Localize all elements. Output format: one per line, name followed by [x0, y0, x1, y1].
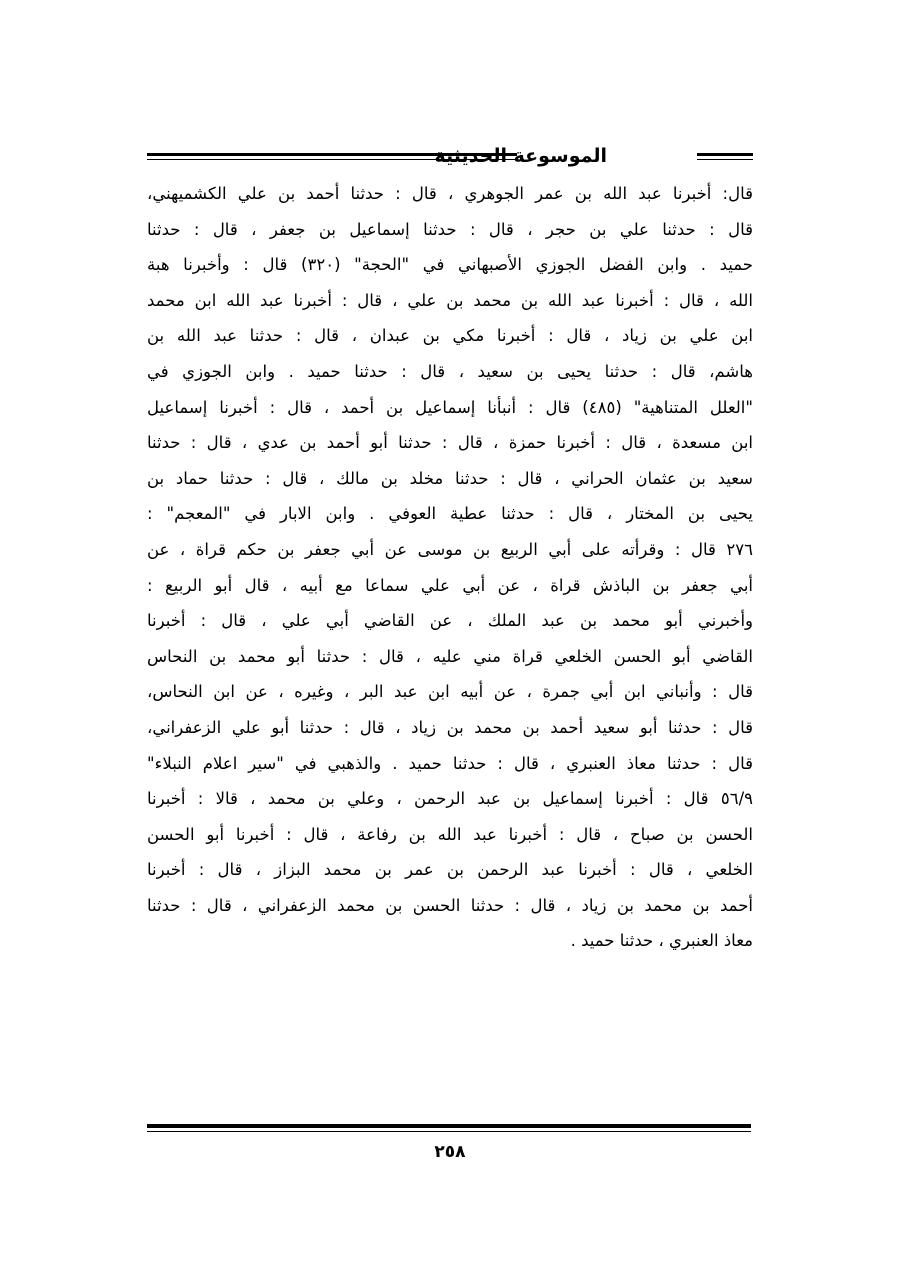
page-number: ٢٥٨ [434, 1142, 466, 1162]
text-line-last: معاذ العنبري ، حدثنا حميد . [570, 931, 753, 951]
text-line: سعيد بن عثمان الحراني ، قال : حدثنا مخلد بن مالك ، قال : حدثنا حماد بن [147, 468, 753, 488]
text-line: قال: أخبرنا عبد الله بن عمر الجوهري ، قال : حدثنا أحمد بن علي الكشميهني، [147, 184, 753, 203]
body-text [147, 176, 753, 959]
text-line: قال : حدثنا أبو سعيد أحمد بن محمد بن زياد ، قال : حدثنا أبو علي الزعفراني، [147, 717, 753, 737]
text-line: ابن مسعدة ، قال : أخبرنا حمزة ، قال : حدثنا أبو أحمد بن عدي ، قال : حدثنا [147, 433, 753, 453]
text-line: حميد . وابن الفضل الجوزي الأصبهاني في "الحجة" (٣٢٠) قال : وأخبرنا هبة [147, 255, 753, 275]
header-rule-short-thin [697, 159, 753, 160]
text-line: أحمد بن محمد بن زياد ، قال : حدثنا الحسن بن محمد الزعفراني ، قال : حدثنا [147, 895, 753, 915]
header-rule-short-thick [697, 153, 753, 156]
text-line: يحيى بن المختار ، قال : حدثنا عطية العوفي . وابن الابار في "المعجم" : [147, 504, 753, 524]
text-line: "العلل المتناهية" (٤٨٥) قال : أنبأنا إسماعيل بن أحمد ، قال : أخبرنا إسماعيل [147, 397, 753, 417]
page-header [147, 140, 753, 174]
text-line: ٥٦/٩ قال : أخبرنا إسماعيل بن عبد الرحمن ، وعلي بن محمد ، قالا : أخبرنا [147, 789, 753, 809]
text-line: القاضي أبو الحسن الخلعي قراة مني عليه ، قال : حدثنا أبو محمد بن النحاس [147, 646, 753, 666]
text-line: ابن علي بن زياد ، قال : أخبرنا مكي بن عبدان ، قال : حدثنا عبد الله بن [147, 326, 753, 346]
text-line: ٢٧٦ قال : وقرأته على أبي الربيع بن موسى عن أبي جعفر بن حكم قراة ، عن [147, 539, 753, 559]
text-line: قال : وأنباني ابن أبي جمرة ، عن أبيه ابن عبد البر ، وغيره ، عن ابن النحاس، [147, 682, 753, 702]
text-line: وأخبرني أبو محمد بن عبد الملك ، عن القاضي أبي علي ، قال : أخبرنا [147, 611, 753, 631]
text-line: قال : حدثنا علي بن حجر ، قال : حدثنا إسماعيل بن جعفر ، قال : حدثنا [147, 219, 753, 239]
text-line: الله ، قال : أخبرنا عبد الله بن محمد بن علي ، قال : أخبرنا عبد الله ابن محمد [147, 290, 753, 310]
text-line: الحسن بن صباح ، قال : أخبرنا عبد الله بن رفاعة ، قال : أخبرنا أبو الحسن [147, 824, 753, 844]
footer-rule-thin [147, 1131, 751, 1132]
text-line: الخلعي ، قال : أخبرنا عبد الرحمن بن عمر بن محمد البزاز ، قال : أخبرنا [147, 860, 753, 880]
text-line: أبي جعفر بن الباذش قراة ، عن أبي علي سماعا مع أبيه ، قال أبو الربيع : [147, 575, 753, 595]
book-title: الموسوعة الحديثية [434, 145, 607, 167]
text-line: هاشم، قال : حدثنا يحيى بن سعيد ، قال : حدثنا حميد . وابن الجوزي في [147, 361, 753, 381]
footer-rule-thick [147, 1124, 751, 1128]
text-line: قال : حدثنا معاذ العنبري ، قال : حدثنا حميد . والذهبي في "سير اعلام النبلاء" [147, 753, 753, 773]
